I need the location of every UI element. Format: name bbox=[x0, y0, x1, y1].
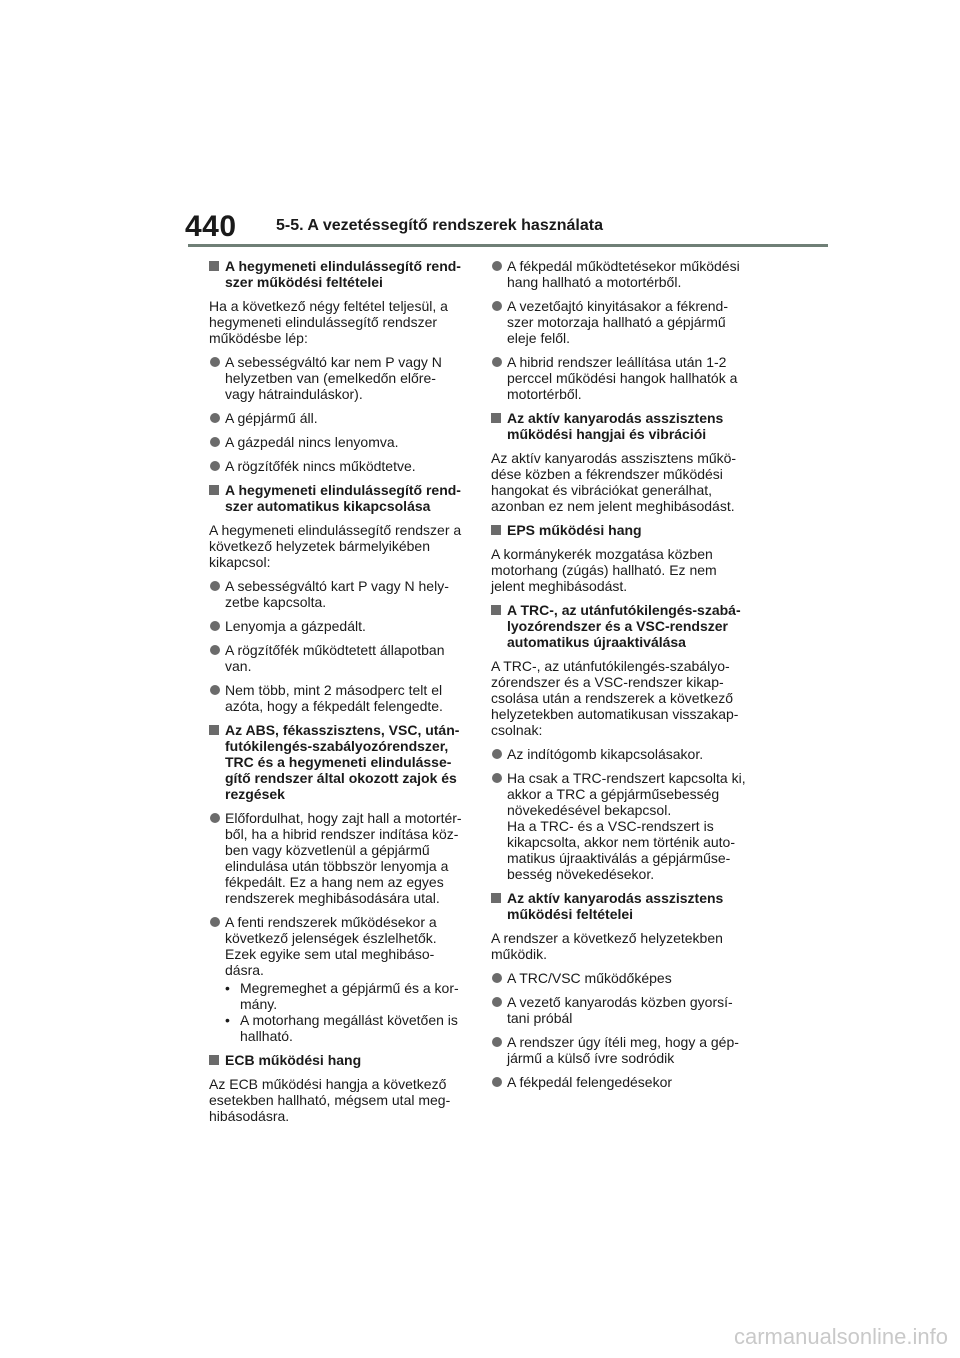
block-text: A vezető kanyarodás közben gyorsí-tani próbál bbox=[507, 994, 733, 1026]
block-text: A hegymeneti elindulássegítő rend-szer automatikus kikapcsolása bbox=[225, 482, 461, 514]
circle-bullet-icon bbox=[492, 773, 502, 783]
circle-bullet-icon bbox=[492, 301, 502, 311]
block-text: A fékpedál felengedésekor bbox=[507, 1074, 673, 1090]
body-paragraph bbox=[209, 1076, 467, 1124]
header-divider bbox=[188, 244, 828, 247]
bullet-item bbox=[209, 434, 467, 450]
circle-bullet-icon bbox=[210, 581, 220, 591]
section-heading bbox=[491, 522, 749, 538]
bullet-item bbox=[209, 618, 467, 634]
circle-bullet-icon bbox=[210, 621, 220, 631]
bullet-item bbox=[209, 682, 467, 714]
block-text: A kormánykerék mozgatása közben motorhang (zúgás) hallható. Ez nem jelent meghibásodást. bbox=[491, 546, 717, 594]
sub-list-item bbox=[225, 980, 467, 1012]
circle-bullet-icon bbox=[210, 645, 220, 655]
body-paragraph bbox=[209, 522, 467, 570]
block-text: A sebességváltó kart P vagy N hely-zetbe kapcsolta. bbox=[225, 578, 449, 610]
block-text: EPS működési hang bbox=[507, 522, 642, 538]
square-bullet-icon bbox=[491, 893, 501, 903]
block-text: Az ECB működési hangja a következő esetekben hallható, mégsem utal meg-hibásodásra. bbox=[209, 1076, 451, 1124]
section-heading bbox=[209, 258, 467, 290]
block-text: ECB működési hang bbox=[225, 1052, 362, 1068]
block-text: A fékpedál működtetésekor működési hang hallható a motortérből. bbox=[507, 258, 740, 290]
block-text: Ha a következő négy feltétel teljesül, a hegymeneti elindulássegítő rendszer működésbe lép: bbox=[209, 298, 448, 346]
sub-list-text: A motorhang megállást követően is hallható. bbox=[240, 1012, 458, 1044]
block-text: A hibrid rendszer leállítása után 1-2 perccel működési hangok hallhatók a motortérből. bbox=[507, 354, 738, 402]
bullet-item bbox=[491, 298, 749, 346]
small-dot-icon: • bbox=[225, 980, 230, 996]
body-paragraph bbox=[491, 658, 749, 738]
square-bullet-icon bbox=[491, 525, 501, 535]
page-number: 440 bbox=[185, 210, 237, 243]
circle-bullet-icon bbox=[210, 413, 220, 423]
block-text: A sebességváltó kar nem P vagy N helyzetben van (emelkedőn előre- vagy hátrainduláskor). bbox=[225, 354, 442, 402]
block-text: Az aktív kanyarodás asszisztens műkö-dése közben a fékrendszer működési hangokat és vibrációkat generálhat, azonban ez nem jelent meghibásodást. bbox=[491, 450, 737, 514]
bullet-item bbox=[491, 354, 749, 402]
circle-bullet-icon bbox=[492, 1077, 502, 1087]
block-text: A rögzítőfék működtetett állapotban van. bbox=[225, 642, 445, 674]
bullet-item bbox=[491, 1074, 749, 1090]
block-text: A gépjármű áll. bbox=[225, 410, 318, 426]
sub-list bbox=[225, 980, 467, 1044]
watermark: carmanualsonline.info bbox=[733, 1324, 948, 1349]
page-header bbox=[0, 0, 960, 250]
right-column bbox=[491, 258, 749, 1098]
body-paragraph bbox=[491, 930, 749, 962]
body-paragraph bbox=[491, 450, 749, 514]
block-text: Az aktív kanyarodás asszisztens működési feltételei bbox=[507, 890, 724, 922]
circle-bullet-icon bbox=[492, 357, 502, 367]
block-text: Az ABS, fékasszisztens, VSC, után-futókilengés-szabályozórendszer, TRC és a hegymeneti elindulásse-gítő rendszer által okozott zajok és rezgések bbox=[225, 722, 460, 802]
block-text: A TRC-, az utánfutókilengés-szabályo-zórendszer és a VSC-rendszer kikap-csolása után a rendszerek a következő helyzetekben automatikusan visszakap-csolnak: bbox=[491, 658, 739, 738]
square-bullet-icon bbox=[209, 261, 219, 271]
block-text: A rendszer a következő helyzetekben működik. bbox=[491, 930, 723, 962]
section-title: 5-5. A vezetéssegítő rendszerek használata bbox=[276, 217, 603, 234]
block-text: Lenyomja a gázpedált. bbox=[225, 618, 366, 634]
section-heading bbox=[491, 890, 749, 922]
circle-bullet-icon bbox=[492, 997, 502, 1007]
bullet-item bbox=[209, 578, 467, 610]
square-bullet-icon bbox=[209, 725, 219, 735]
small-dot-icon: • bbox=[225, 1012, 230, 1028]
bullet-item bbox=[209, 642, 467, 674]
bullet-item bbox=[209, 914, 467, 1044]
bullet-item bbox=[491, 258, 749, 290]
body-paragraph bbox=[491, 546, 749, 594]
circle-bullet-icon bbox=[210, 813, 220, 823]
circle-bullet-icon bbox=[210, 917, 220, 927]
block-text: Az aktív kanyarodás asszisztens működési hangjai és vibrációi bbox=[507, 410, 724, 442]
bullet-item bbox=[491, 746, 749, 762]
bullet-item bbox=[209, 458, 467, 474]
body-paragraph bbox=[209, 298, 467, 346]
bullet-item bbox=[209, 354, 467, 402]
block-text: Az indítógomb kikapcsolásakor. bbox=[507, 746, 704, 762]
circle-bullet-icon bbox=[492, 749, 502, 759]
block-text: A hegymeneti elindulássegítő rend-szer működési feltételei bbox=[225, 258, 461, 290]
left-column bbox=[209, 258, 467, 1132]
block-text: Előfordulhat, hogy zajt hall a motortér-ből, ha a hibrid rendszer indítása köz-ben vagy közvetlenül a gépjármű elindulása után többször lenyomja a fékpedált. Ez a hang nem az egyes rendszerek meghibásodására utal. bbox=[225, 810, 462, 906]
block-text: A hegymeneti elindulássegítő rendszer a következő helyzetek bármelyikében kikapcsol: bbox=[209, 522, 462, 570]
block-text: A vezetőajtó kinyitásakor a fékrend-szer motorzaja hallható a gépjármű eleje felől. bbox=[507, 298, 729, 346]
sub-list-item bbox=[225, 1012, 467, 1044]
circle-bullet-icon bbox=[210, 685, 220, 695]
block-text: A rögzítőfék nincs működtetve. bbox=[225, 458, 416, 474]
bullet-item bbox=[491, 994, 749, 1026]
block-text: Ha csak a TRC-rendszert kapcsolta ki, akkor a TRC a gépjárműsebesség növekedésével bekapcsol. Ha a TRC- és a VSC-rendszert is kikapcsolta, akkor nem történik auto-matikus újraaktiválás a gépjárműse-besség növekedésekor. bbox=[507, 770, 746, 882]
circle-bullet-icon bbox=[492, 261, 502, 271]
block-text: Nem több, mint 2 másodperc telt el azóta, hogy a fékpedált felengedte. bbox=[225, 682, 443, 714]
circle-bullet-icon bbox=[210, 461, 220, 471]
bullet-item bbox=[209, 410, 467, 426]
circle-bullet-icon bbox=[492, 973, 502, 983]
section-heading bbox=[491, 410, 749, 442]
block-text: A fenti rendszerek működésekor a következő jelenségek észlelhetők. Ezek egyike sem utal meghibáso-dásra. bbox=[225, 914, 437, 978]
square-bullet-icon bbox=[491, 413, 501, 423]
circle-bullet-icon bbox=[210, 437, 220, 447]
bullet-item bbox=[491, 1034, 749, 1066]
sub-list-text: Megremeghet a gépjármű és a kor-mány. bbox=[240, 980, 459, 1012]
block-text: A TRC-, az utánfutókilengés-szabá-lyozórendszer és a VSC-rendszer automatikus újraaktiválása bbox=[507, 602, 741, 650]
bullet-item bbox=[491, 770, 749, 882]
square-bullet-icon bbox=[491, 605, 501, 615]
block-text: A rendszer úgy ítéli meg, hogy a gép-jármű a külső ívre sodródik bbox=[507, 1034, 739, 1066]
block-text: A TRC/VSC működőképes bbox=[507, 970, 672, 986]
section-heading bbox=[209, 1052, 467, 1068]
square-bullet-icon bbox=[209, 1055, 219, 1065]
circle-bullet-icon bbox=[492, 1037, 502, 1047]
bullet-item bbox=[491, 970, 749, 986]
block-text: A gázpedál nincs lenyomva. bbox=[225, 434, 399, 450]
section-heading bbox=[491, 602, 749, 650]
circle-bullet-icon bbox=[210, 357, 220, 367]
section-heading bbox=[209, 482, 467, 514]
section-heading bbox=[209, 722, 467, 802]
bullet-item bbox=[209, 810, 467, 906]
square-bullet-icon bbox=[209, 485, 219, 495]
